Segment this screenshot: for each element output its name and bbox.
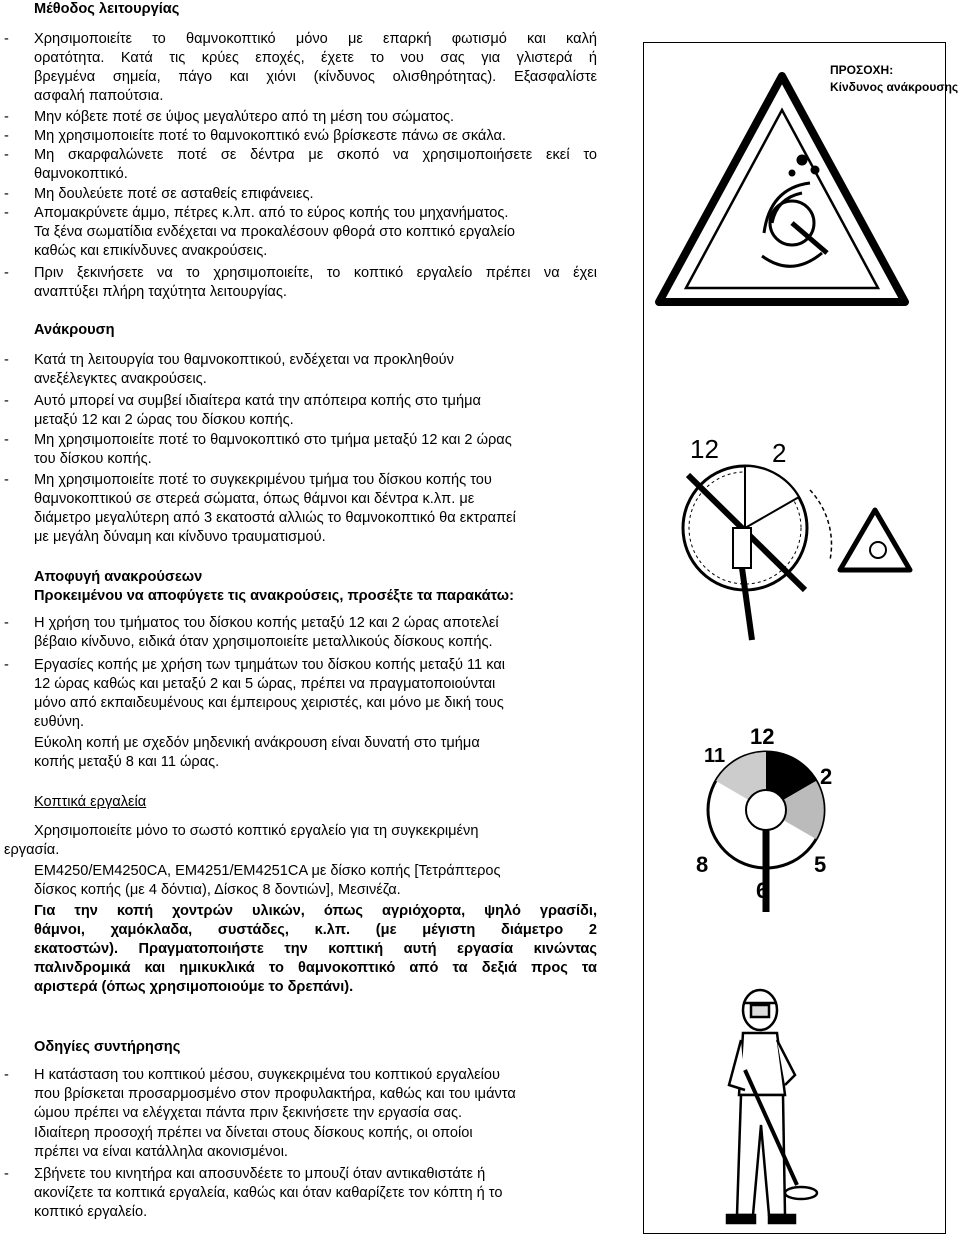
text-line: μεταξύ 12 και 2 ώρας του δίσκου κοπής. bbox=[34, 412, 294, 428]
text-line: Εργασίες κοπής με χρήση των τμημάτων του δίσκου κοπής μεταξύ 11 και bbox=[34, 657, 506, 673]
text-line: Μη χρησιμοποιείτε ποτέ το συγκεκριμένου τμήμα του δίσκου κοπής του bbox=[34, 472, 492, 488]
clock2-label-12: 12 bbox=[750, 724, 775, 749]
heading-operation: Μέθοδος λειτουργίας bbox=[34, 1, 180, 17]
text-line: Χρησιμοποιείτε το θαμνοκοπτικό μόνο με επαρκή φωτισμό και καλή bbox=[34, 31, 597, 47]
heading-avoid-kickback: Αποφυγή ανακρούσεων bbox=[34, 569, 203, 585]
clock2-label-11: 11 bbox=[704, 745, 726, 767]
text-line: ορατότητα. Κατά τις κρύες εποχές, έχετε το νου σας για γλιστερά ή bbox=[34, 50, 597, 66]
text-line: που βρίσκεται προσαρμοσμένο στον προφυλακτήρα, καθώς και του ιμάντα bbox=[34, 1086, 516, 1102]
text-line: θάμνοι, χαμόκλαδα, συστάδες, κ.λπ. (με μέγιστη διάμετρο 2 bbox=[34, 922, 597, 938]
operator-illustration bbox=[715, 985, 840, 1230]
text-line: Κατά τη λειτουργία του θαμνοκοπτικού, ενδέχεται να προκληθούν bbox=[34, 352, 454, 368]
text-line: EM4250/EM4250CA, EM4251/EM4251CA με δίσκο κοπής [Τετράπτερος bbox=[34, 863, 501, 879]
bullet: - bbox=[4, 1067, 9, 1083]
bullet: - bbox=[4, 472, 9, 488]
bullet: - bbox=[4, 352, 9, 368]
text-line: 12 ώρας καθώς και μεταξύ 2 και 5 ώρας, πρέπει να πραγματοποιούνται bbox=[34, 676, 496, 692]
text-line: Για την κοπή χοντρών υλικών, όπως αγριόχορτα, ψηλό γρασίδι, bbox=[34, 903, 597, 919]
text-line: Η χρήση του τμήματος του δίσκου κοπής μεταξύ 12 και 2 ώρας αποτελεί bbox=[34, 615, 499, 631]
text-line: με μεγάλη δύναμη και κίνδυνο τραυματισμού. bbox=[34, 529, 326, 545]
text-line: του δίσκου κοπής. bbox=[34, 451, 152, 467]
text-line: Η κατάσταση του κοπτικού μέσου, συγκεκριμένα του κοπτικού εργαλείου bbox=[34, 1067, 500, 1083]
text-line: Εύκολη κοπή με σχεδόν μηδενική ανάκρουση είναι δυνατή στο τμήμα bbox=[34, 735, 480, 751]
text-line: Μη σκαρφαλώνετε ποτέ σε δέντρα με σκοπό να χρησιμοποιήσετε εκεί το bbox=[34, 147, 597, 163]
kickback-hazard-icon bbox=[762, 155, 827, 266]
bullet: - bbox=[4, 615, 9, 631]
clock2-label-5: 5 bbox=[814, 852, 827, 877]
text-line: διάμετρο μεγαλύτερη από 3 εκατοστά αλλιώς το θαμνοκοπτικό θα εκτραπεί bbox=[34, 510, 516, 526]
bullet: - bbox=[4, 128, 9, 144]
text-line: ώμου πρέπει να ελέγχεται πάντα πριν ξεκινήσετε την εργασία σας. bbox=[34, 1105, 463, 1121]
text-line: Μη δουλεύετε ποτέ σε ασταθείς επιφάνειες. bbox=[34, 186, 314, 202]
text-line: Χρησιμοποιείτε μόνο το σωστό κοπτικό εργαλείο για τη συγκεκριμένη bbox=[34, 823, 479, 839]
text-line: Αυτό μπορεί να συμβεί ιδιαίτερα κατά την απόπειρα κοπής στο τμήμα bbox=[34, 393, 481, 409]
text-line: Απομακρύνετε άμμο, πέτρες κ.λπ. από το εύρος κοπής του μηχανήματος. bbox=[34, 205, 509, 221]
bullet: - bbox=[4, 265, 9, 281]
bullet: - bbox=[4, 147, 9, 163]
bullet: - bbox=[4, 186, 9, 202]
text-line: αναπτύξει πλήρη ταχύτητα λειτουργίας. bbox=[34, 284, 287, 300]
text-line: Πριν ξεκινήσετε να το χρησιμοποιείτε, το κοπτικό εργαλείο πρέπει να έχει bbox=[34, 265, 597, 281]
text-line: μόνο από εκπαιδευμένους και έμπειρους χειριστές, και μόνο με δική τους bbox=[34, 695, 504, 711]
text-line: πρέπει να είναι κατάλληλα ακονισμένοι. bbox=[34, 1144, 288, 1160]
clock2-label-6: 6 bbox=[756, 878, 769, 903]
clock2-label-2: 2 bbox=[820, 764, 833, 789]
text-line: θαμνοκοπτικό. bbox=[34, 166, 128, 182]
text-line: βέβαιο κίνδυνο, ειδικά όταν χρησιμοποιείτε μεταλλικούς δίσκους κοπής. bbox=[34, 634, 493, 650]
text-line: Μη χρησιμοποιείτε ποτέ το θαμνοκοπτικό ενώ βρίσκεστε πάνω σε σκάλα. bbox=[34, 128, 506, 144]
kickback-warning-sign bbox=[652, 48, 959, 313]
bullet: - bbox=[4, 393, 9, 409]
heading-maintenance: Οδηγίες συντήρησης bbox=[34, 1039, 181, 1055]
text-line: ακονίζετε τα κοπτικά εργαλεία, καθώς και όταν καθαρίζετε τον κόπτη ή το bbox=[34, 1185, 503, 1201]
text-line: δίσκος κοπής (με 4 δόντια), Δίσκος 8 δοντιών], Μεσινέζα. bbox=[34, 882, 401, 898]
warning-sign-line2: Κίνδυνος ανάκρουσης bbox=[830, 80, 959, 94]
text-line: κοπής μεταξύ 8 και 11 ώρας. bbox=[34, 754, 220, 770]
text-line: Σβήνετε του κινητήρα και αποσυνδέετε το μπουζί όταν αντικαθιστάτε ή bbox=[34, 1166, 486, 1182]
text-line: εκατοστών). Πραγματοποιήστε την κοπτική αυτή εργασία κινώντας bbox=[34, 941, 597, 957]
clock1-label-12: 12 bbox=[690, 434, 719, 464]
warning-sign-line1: ΠΡΟΣΟΧΗ: bbox=[830, 63, 894, 77]
text-line: θαμνοκοπτικού σε στερεά σώματα, όπως θάμνοι και δέντρα κ.λπ. με bbox=[34, 491, 475, 507]
bullet: - bbox=[4, 109, 9, 125]
text-line: Ιδιαίτερη προσοχή πρέπει να δίνεται στους δίσκους κοπής, οι οποίοι bbox=[34, 1125, 473, 1141]
bullet: - bbox=[4, 1166, 9, 1182]
kickback-zone-figure bbox=[660, 434, 940, 650]
bullet: - bbox=[4, 657, 9, 673]
text-line: κοπτικό εργαλείο. bbox=[34, 1204, 148, 1220]
text-line: παλινδρομικά και ημικυκλικά το θαμνοκοπτικό από τα δεξιά προς τα bbox=[34, 960, 597, 976]
text-line: αριστερά (όπως χρησιμοποιούμε το δρεπάνι). bbox=[34, 979, 354, 995]
text-line: ευθύνη. bbox=[34, 714, 85, 730]
bullet: - bbox=[4, 205, 9, 221]
text-line: καθώς και επικίνδυνες ανακρούσεις. bbox=[34, 243, 268, 259]
bullet: - bbox=[4, 31, 9, 47]
heading-cutting-tools: Κοπτικά εργαλεία bbox=[34, 794, 147, 810]
text-line: βρεγμένα σημεία, πάγο και χιόνι (κίνδυνος ολισθηρότητας). Εξασφαλίστε bbox=[34, 69, 597, 85]
text-line: Τα ξένα σωματίδια ενδέχεται να προκαλέσουν φθορά στο κοπτικό εργαλείο bbox=[34, 224, 516, 240]
heading-kickback: Ανάκρουση bbox=[34, 322, 115, 338]
text-line: Μην κόβετε ποτέ σε ύψος μεγαλύτερο από τη μέση του σώματος. bbox=[34, 109, 455, 125]
text-line: εργασία. bbox=[4, 842, 60, 858]
bullet: - bbox=[4, 432, 9, 448]
text-line: Μη χρησιμοποιείτε ποτέ το θαμνοκοπτικό στο τμήμα μεταξύ 12 και 2 ώρας bbox=[34, 432, 512, 448]
text-line: ανεξέλεγκτες ανακρούσεις. bbox=[34, 371, 207, 387]
clock1-label-2: 2 bbox=[772, 438, 787, 468]
subheading-avoid-kickback: Προκειμένου να αποφύγετε τις ανακρούσεις, προσέξτε τα παρακάτω: bbox=[34, 588, 514, 604]
text-line: ασφαλή παπούτσια. bbox=[34, 88, 164, 104]
cutting-sectors-figure bbox=[690, 722, 850, 917]
clock2-label-8: 8 bbox=[696, 852, 709, 877]
